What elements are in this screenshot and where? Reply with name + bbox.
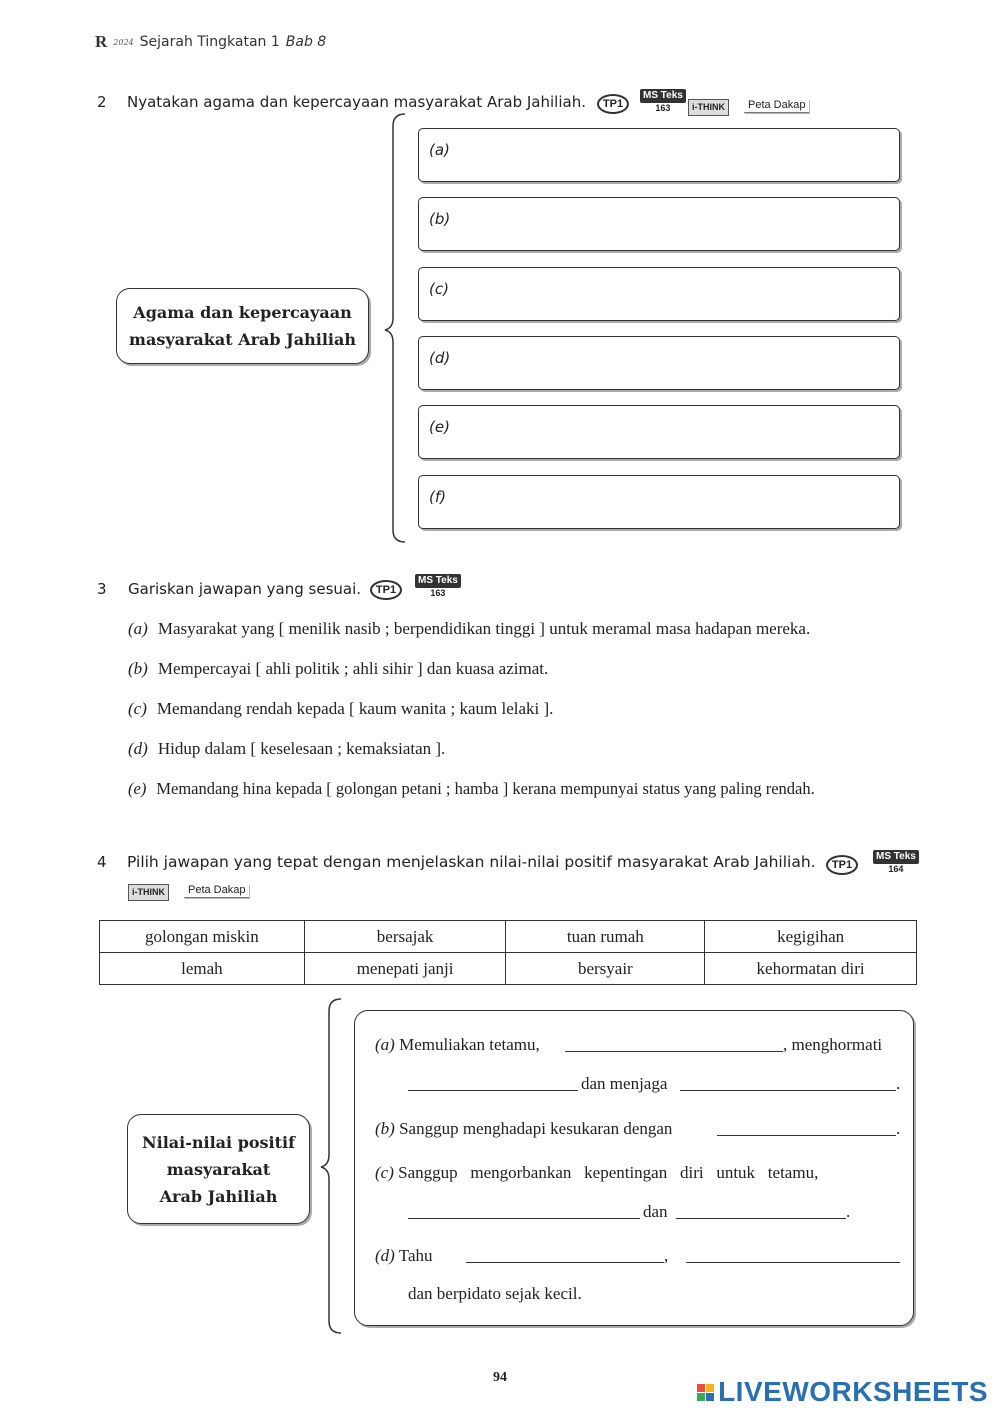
q4-ithink-badge: i-THINK: [128, 880, 169, 901]
q4-blank-c2[interactable]: [676, 1218, 846, 1219]
word-cell[interactable]: menepati janji: [304, 953, 506, 985]
q4-word-bank-table: [99, 920, 917, 985]
q3-ms-teks-badge: MS Teks 163: [415, 574, 461, 599]
q4-blank-c1[interactable]: [408, 1218, 640, 1219]
q4-blank-d2[interactable]: [686, 1262, 900, 1263]
page-header: [95, 30, 326, 54]
word-cell[interactable]: bersajak: [304, 921, 506, 953]
book-logo: R: [95, 32, 108, 51]
q2-center-label: Agama dan kepercayaan masyarakat Arab Jahiliah: [116, 288, 369, 364]
q2-brace: [365, 108, 415, 548]
q4-number: 4: [97, 853, 107, 871]
q4-brace: [315, 995, 355, 1340]
q4-item-b-end: .: [896, 1119, 901, 1138]
q4-ms-teks-badge: MS Teks 164: [873, 850, 919, 875]
q4-blank-a2[interactable]: [408, 1090, 578, 1091]
q4-item-a-end: .: [896, 1074, 901, 1093]
word-cell[interactable]: kegigihan: [705, 921, 917, 953]
q2-text: Nyatakan agama dan kepercayaan masyarakat Arab Jahiliah.: [127, 93, 586, 111]
q2-answer-box-a[interactable]: (a): [418, 128, 900, 182]
logo-year: 2024: [113, 37, 134, 47]
brand-text: LIVEWORKSHEETS: [718, 1376, 988, 1407]
q3-item-d[interactable]: (d) Hidup dalam [ keselesaan ; kemaksiatan ].: [128, 739, 446, 758]
q2-peta-dakap-badge: Peta Dakap: [744, 93, 809, 113]
q2-answer-box-b[interactable]: (b): [418, 197, 900, 251]
q2-tp-badge: TP1: [597, 92, 629, 114]
q2-ithink-badge: i-THINK: [688, 95, 729, 116]
q4-blank-a3[interactable]: [680, 1090, 896, 1091]
table-row: [100, 921, 917, 953]
q4-item-c: (c) Sanggup mengorbankan kepentingan diri untuk tetamu,: [375, 1163, 819, 1182]
chapter-label: Bab 8: [285, 34, 327, 50]
table-row: [100, 953, 917, 985]
q4-text: Pilih jawapan yang tepat dengan menjelaskan nilai-nilai positif masyarakat Arab Jahiliah.: [127, 853, 816, 871]
q2-answer-box-f[interactable]: (f): [418, 475, 900, 529]
q4-tp-badge: TP1: [826, 853, 858, 875]
q4-center-label: Nilai-nilai positif masyarakat Arab Jahiliah: [127, 1114, 310, 1224]
q4-peta-dakap-badge: Peta Dakap: [184, 878, 249, 898]
q2-answer-box-c[interactable]: (c): [418, 267, 900, 321]
word-cell[interactable]: golongan miskin: [100, 921, 305, 953]
q4-item-a-line2: dan menjaga: [581, 1074, 668, 1093]
word-cell[interactable]: tuan rumah: [506, 921, 705, 953]
q3-text: Gariskan jawapan yang sesuai.: [128, 580, 362, 598]
word-cell[interactable]: lemah: [100, 953, 305, 985]
liveworksheets-logo-icon: [697, 1384, 714, 1401]
q4-blank-a1[interactable]: [565, 1051, 783, 1052]
q4-blank-d1[interactable]: [466, 1262, 664, 1263]
q4-item-a-line1: (a) Memuliakan tetamu,: [375, 1035, 540, 1054]
word-cell[interactable]: bersyair: [506, 953, 705, 985]
q4-item-a-suffix: , menghormati: [783, 1035, 883, 1054]
q2-answer-box-e[interactable]: (e): [418, 405, 900, 459]
q3-item-c[interactable]: (c) Memandang rendah kepada [ kaum wanita ; kaum lelaki ].: [128, 699, 554, 718]
q4-item-c-mid: dan: [643, 1202, 668, 1221]
page-number: 94: [493, 1370, 507, 1385]
q3-number: 3: [97, 580, 107, 598]
q4-item-c-end: .: [846, 1202, 851, 1221]
q4-item-d-comma: ,: [664, 1246, 669, 1265]
liveworksheets-brand: [697, 1376, 988, 1408]
q3-item-a[interactable]: (a) Masyarakat yang [ menilik nasib ; berpendidikan tinggi ] untuk meramal masa hadapan mereka.: [128, 619, 811, 638]
q3-tp-badge: TP1: [370, 578, 402, 600]
q4-item-d: (d) Tahu: [375, 1246, 433, 1265]
q2-ms-teks-badge: MS Teks 163: [640, 89, 686, 114]
q4-item-b: (b) Sanggup menghadapi kesukaran dengan: [375, 1119, 673, 1138]
book-title: Sejarah Tingkatan 1: [139, 34, 280, 50]
q2-answer-box-d[interactable]: (d): [418, 336, 900, 390]
q4-item-d-line2: dan berpidato sejak kecil.: [408, 1284, 582, 1303]
q2-number: 2: [97, 93, 107, 111]
q4-blank-b[interactable]: [717, 1135, 896, 1136]
word-cell[interactable]: kehormatan diri: [705, 953, 917, 985]
q3-item-b[interactable]: (b) Mempercayai [ ahli politik ; ahli sihir ] dan kuasa azimat.: [128, 659, 549, 678]
q3-item-e[interactable]: (e) Memandang hina kepada [ golongan petani ; hamba ] kerana mempunyai status yang paling rendah.: [128, 779, 815, 798]
